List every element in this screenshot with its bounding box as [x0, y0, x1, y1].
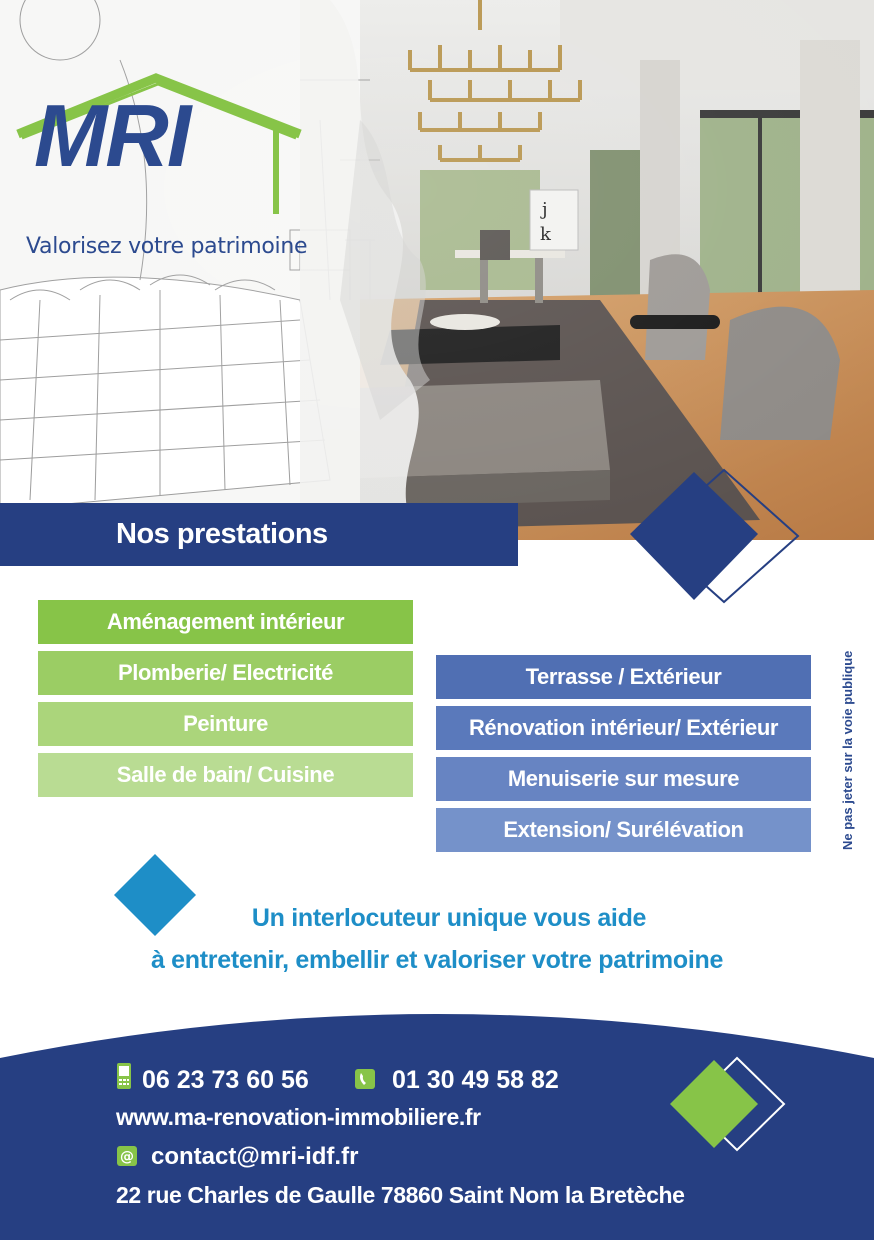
message-line-2: à entretenir, embellir et valoriser votre patrimoine — [150, 946, 724, 974]
phone-number[interactable]: 01 30 49 58 82 — [392, 1066, 559, 1094]
service-salle-de-bain: Salle de bain/ Cuisine — [38, 753, 413, 797]
website-link[interactable]: www.ma-renovation-immobiliere.fr — [116, 1104, 481, 1130]
service-extension: Extension/ Surélévation — [436, 808, 811, 852]
service-renovation: Rénovation intérieur/ Extérieur — [436, 706, 811, 750]
svg-text:@: @ — [120, 1149, 134, 1165]
message-line-1: Un interlocuteur unique vous aide — [251, 904, 647, 932]
brand-tagline: Valorisez votre patrimoine — [26, 234, 308, 259]
address: 22 rue Charles de Gaulle 78860 Saint Nom la Bretèche — [116, 1182, 685, 1208]
at-icon — [116, 1145, 138, 1167]
email-link[interactable]: contact@mri-idf.fr — [151, 1143, 359, 1170]
service-menuiserie: Menuiserie sur mesure — [436, 757, 811, 801]
decorative-diamond-green — [662, 1054, 792, 1154]
mobile-phone-icon — [116, 1062, 132, 1090]
service-peinture: Peinture — [38, 702, 413, 746]
logo-text: MRI — [34, 86, 190, 185]
service-plomberie: Plomberie/ Electricité — [38, 651, 413, 695]
side-note: Ne pas jeter sur la voie publique — [840, 650, 855, 850]
mobile-number[interactable]: 06 23 73 60 56 — [142, 1066, 309, 1094]
decorative-diamond-navy — [620, 466, 810, 606]
prestations-title: Nos prestations — [116, 518, 328, 550]
service-amenagement: Aménagement intérieur — [38, 600, 413, 644]
phone-icon — [354, 1068, 376, 1090]
service-terrasse: Terrasse / Extérieur — [436, 655, 811, 699]
